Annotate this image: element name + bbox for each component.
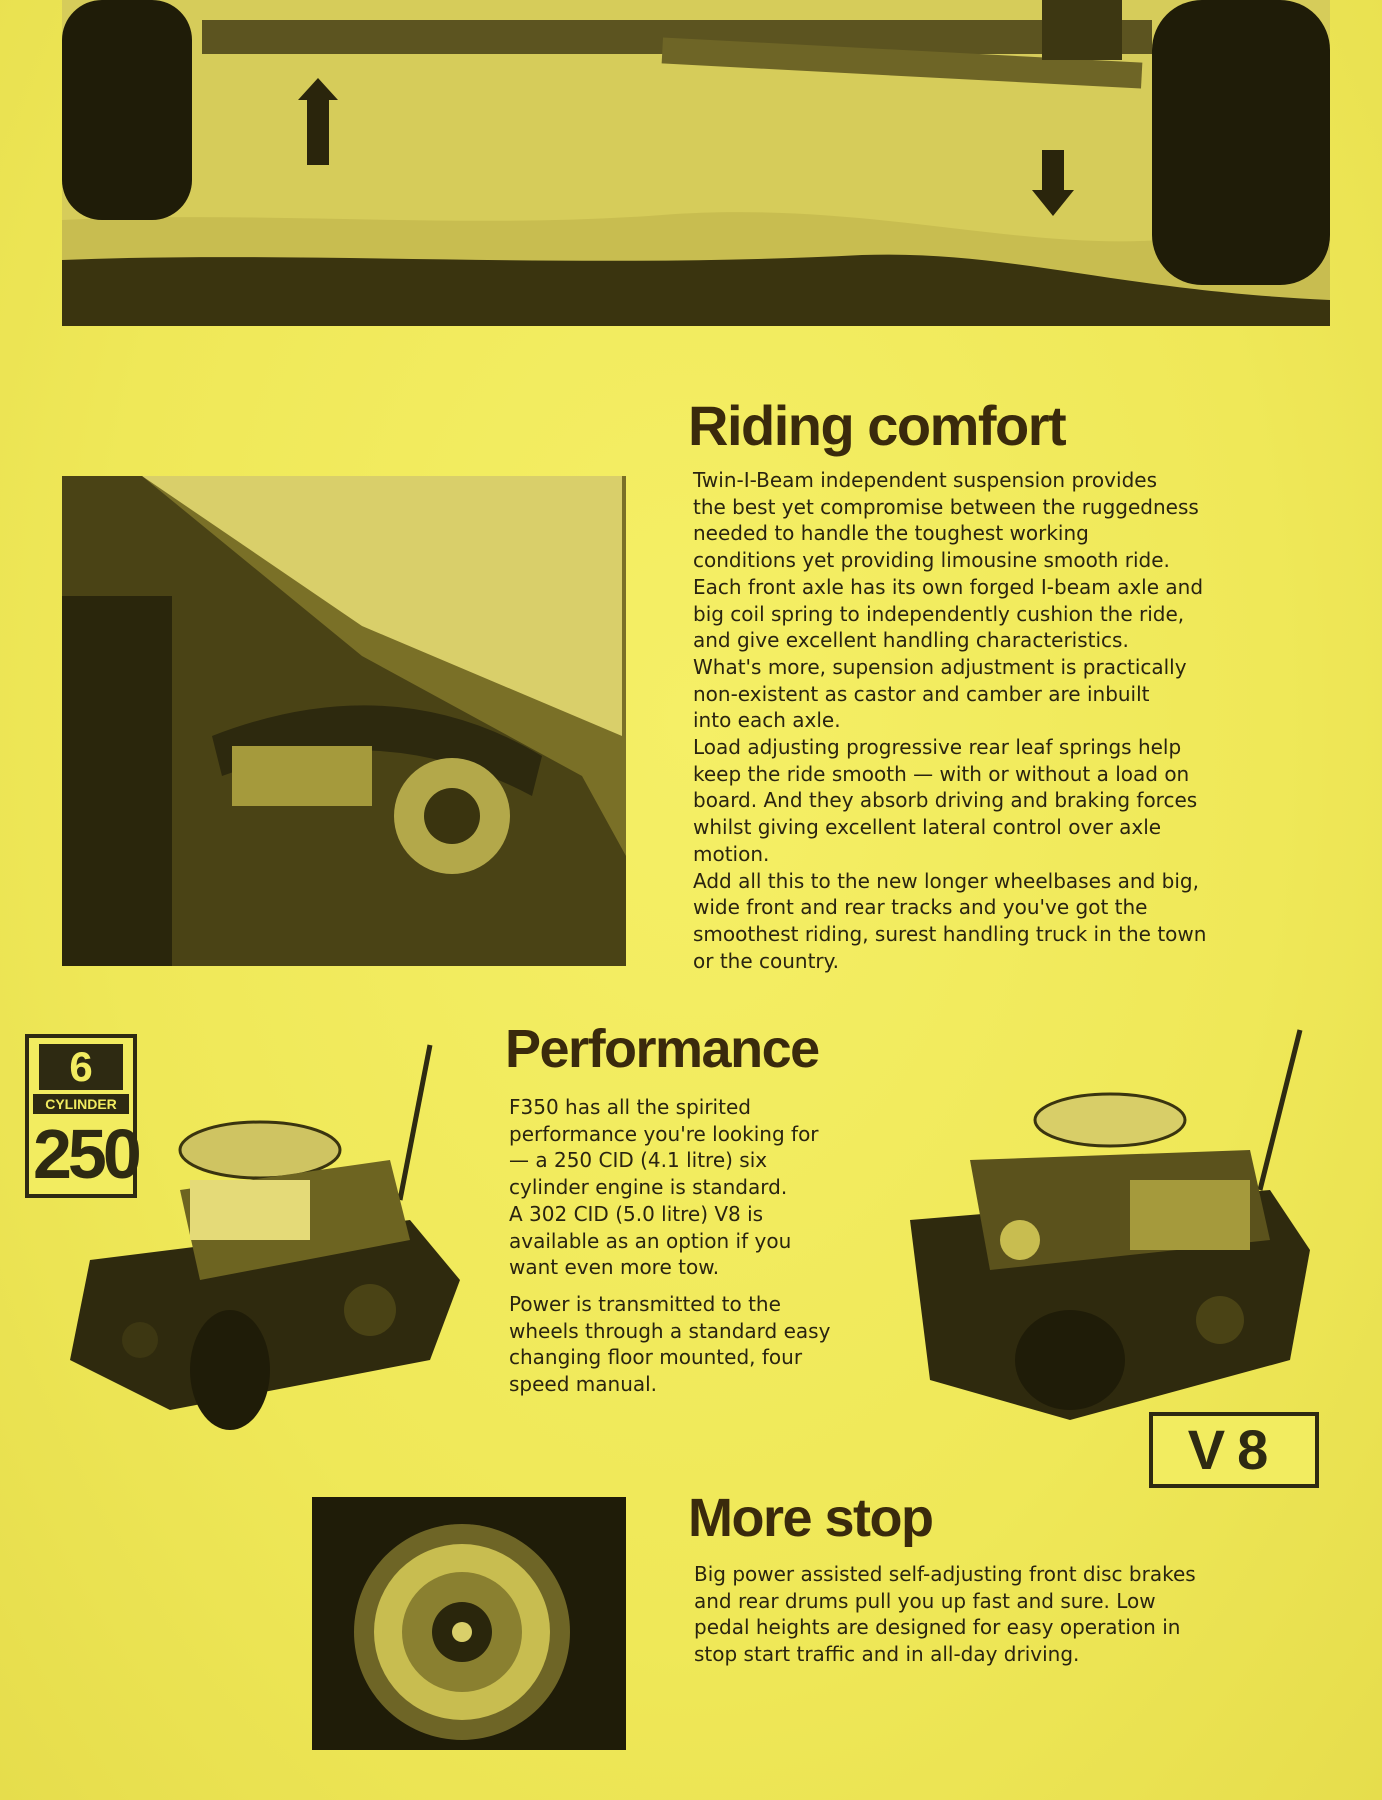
text-line: A 302 CID (5.0 litre) V8 is: [509, 1201, 764, 1226]
text-line: F350 has all the spirited: [509, 1095, 751, 1119]
text-line: cylinder engine is standard.: [509, 1175, 788, 1200]
text-line: want even more tow.: [509, 1255, 720, 1280]
performance-heading: Performance: [505, 1019, 819, 1079]
text-line: What's more, supension adjustment is practically: [693, 654, 1187, 679]
text-line: changing floor mounted, four: [509, 1345, 803, 1370]
text-line: Add all this to the new longer wheelbases and big,: [693, 868, 1199, 893]
badge-number: 250: [33, 1115, 138, 1193]
more-stop-text: [694, 1561, 1294, 1668]
v8-badge: [1149, 1412, 1319, 1488]
disc-brake-photo: [312, 1497, 626, 1750]
text-line: and rear drums pull you up fast and sure. Low: [694, 1588, 1156, 1613]
riding-comfort-text: [693, 467, 1293, 974]
text-line: needed to handle the toughest working: [693, 521, 1089, 546]
suspension-axle-photo: [62, 0, 1330, 326]
text-line: Twin-I-Beam independent suspension provides: [693, 468, 1157, 492]
text-line: pedal heights are designed for easy operation in: [694, 1615, 1181, 1640]
text-line: — a 250 CID (4.1 litre) six: [509, 1148, 768, 1173]
text-line: wheels through a standard easy: [509, 1318, 831, 1343]
text-line: Big power assisted self-adjusting front disc brakes: [694, 1562, 1196, 1586]
text-line: Each front axle has its own forged I-beam axle and: [693, 574, 1204, 599]
text-line: performance you're looking for: [509, 1121, 819, 1146]
performance-text: [509, 1094, 869, 1281]
text-line: or the country.: [693, 948, 839, 973]
v8-engine-photo: [870, 1020, 1320, 1460]
riding-comfort-body: [693, 467, 1293, 974]
text-line: smoothest riding, surest handling truck in the town: [693, 921, 1207, 946]
rear-suspension-photo: [62, 476, 626, 966]
text-line: available as an option if you: [509, 1228, 792, 1253]
text-line: whilst giving excellent lateral control over axle: [693, 815, 1162, 840]
text-line: non-existent as castor and camber are inbuilt: [693, 681, 1150, 706]
text-line: wide front and rear tracks and you've got the: [693, 895, 1148, 920]
riding-comfort-heading: Riding comfort: [688, 394, 1066, 457]
text-line: big coil spring to independently cushion the ride,: [693, 601, 1185, 626]
text-line: board. And they absorb driving and braking forces: [693, 788, 1198, 813]
text-line: motion.: [693, 841, 770, 866]
text-line: the best yet compromise between the ruggedness: [693, 494, 1199, 519]
six-cylinder-engine-photo: [30, 1040, 470, 1460]
text-line: and give excellent handling characteristics.: [693, 628, 1129, 653]
more-stop-heading: More stop: [688, 1488, 933, 1548]
text-line: Power is transmitted to the: [509, 1292, 781, 1316]
badge-digit: 6: [39, 1044, 123, 1090]
text-line: stop start traffic and in all-day driving.: [694, 1642, 1080, 1667]
text-line: conditions yet providing limousine smooth ride.: [693, 548, 1170, 573]
text-line: keep the ride smooth — with or without a load on: [693, 761, 1190, 786]
text-line: Load adjusting progressive rear leaf springs help: [693, 735, 1182, 760]
text-line: into each axle.: [693, 708, 841, 733]
badge-word: CYLINDER: [33, 1094, 129, 1114]
transmission-text: [509, 1291, 869, 1398]
v8-badge-text: V8: [1187, 1418, 1281, 1481]
text-line: speed manual.: [509, 1372, 658, 1397]
